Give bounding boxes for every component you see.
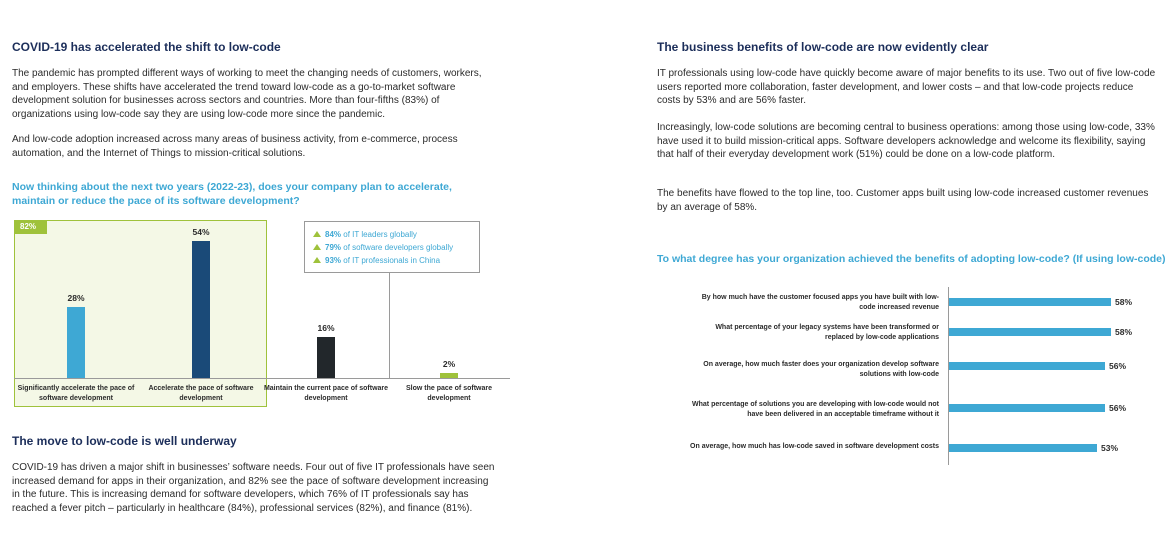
bar-4 [440, 373, 458, 378]
callout-box [304, 221, 480, 273]
benefit-value-label: 56% [1109, 403, 1127, 413]
paragraph-central: Increasingly, low-code solutions are becoming central to business operations: among those using low-code, 33% have used it to build mission-critical apps. Software developers acknowledge and welcome its flexibility, saying that half of their everyday development work (51%) could be done on a low-code platform. [657, 122, 1155, 160]
paragraph-top-line: The benefits have flowed to the top line, too. Customer apps built using low-code increased customer revenues by an average of 58%. [657, 188, 1149, 213]
section-heading-benefits: The business benefits of low-code are now evidently clear [657, 40, 989, 54]
benefit-bar-4 [949, 404, 1105, 412]
benefit-question-label: On average, how much faster does your organization develop software solutions with low-code [703, 361, 939, 378]
section-heading-move: The move to low-code is well underway [12, 434, 237, 448]
benefit-value-label: 58% [1115, 297, 1133, 307]
category-label: Significantly accelerate the pace of software development [17, 385, 135, 402]
bar-value-label: 2% [442, 359, 456, 369]
highlight-badge: 82% [14, 220, 47, 234]
benefit-question-label: What percentage of your legacy systems have been transformed or replaced by low-code applications [715, 324, 939, 341]
paragraph-move: COVID-19 has driven a major shift in businesses’ software needs. Four out of five IT professionals have seen increased demand for apps in their organization, and 82% see the pace of software development increasing in the future. This is increasing demand for software developers, which 76% of IT professionals say has reached a fever pitch – particularly in healthcare (84%), professional services (82%), and finance (81%). [12, 462, 495, 514]
benefit-bar-3 [949, 362, 1105, 370]
chart-question-pace: Now thinking about the next two years (2022-23), does your company plan to accelerate, maintain or reduce the pace of its software development? [12, 181, 452, 207]
category-label: Slow the pace of software development [406, 385, 492, 402]
benefit-question-label: By how much have the customer focused apps you have built with low-code increased revenue [701, 294, 939, 311]
benefit-bar-1 [949, 298, 1111, 306]
benefit-value-label: 58% [1115, 327, 1133, 337]
bar-value-label: 28% [67, 293, 85, 303]
callout-row [313, 254, 479, 267]
category-label: Maintain the current pace of software development [263, 385, 389, 402]
callout-text: of IT leaders globally [343, 230, 417, 239]
bar-value-label: 16% [317, 323, 335, 333]
benefit-value-label: 53% [1101, 443, 1119, 453]
y-axis [948, 287, 949, 465]
x-axis [14, 378, 510, 379]
paragraph-pandemic: The pandemic has prompted different ways of working to meet the changing needs of customers, workers, and employers. These shifts have accelerated the trend toward low-code as a go-to-market software development solution for businesses across sectors and countries. More than four-fifths (83%) of organizations using low-code say they are using low-code more since the pandemic. [12, 68, 482, 120]
paragraph-benefits: IT professionals using low-code have quickly become aware of major benefits to its use. Two out of five low-code users reported more collaboration, faster development, and lower costs – and that low-code projects reduce costs by 53% and are 56% faster. [657, 68, 1156, 106]
benefit-value-label: 56% [1109, 361, 1127, 371]
callout-row [313, 241, 479, 254]
callout-row [313, 228, 479, 241]
benefit-question-label: What percentage of solutions you are developing with low-code would not have been delivered in an acceptable timeframe without it [692, 401, 939, 418]
benefit-bar-5 [949, 444, 1097, 452]
triangle-icon [313, 257, 321, 263]
callout-value: 79% [325, 243, 342, 252]
triangle-icon [313, 244, 321, 250]
paragraph-adoption: And low-code adoption increased across many areas of business activity, from e-commerce, process automation, and the Internet of Things to mission-critical solutions. [12, 134, 458, 159]
bar-1 [67, 307, 85, 378]
chart-question-benefits: To what degree has your organization achieved the benefits of adopting low-code? (If using low-code) [657, 253, 1166, 265]
bar-value-label: 54% [192, 227, 210, 237]
benefit-bar-2 [949, 328, 1111, 336]
callout-text: of IT professionals in China [343, 256, 441, 265]
category-label: Accelerate the pace of software development [148, 385, 254, 402]
bar-2 [192, 241, 210, 378]
benefit-question-label: On average, how much has low-code saved in software development costs [690, 443, 939, 450]
triangle-icon [313, 231, 321, 237]
section-heading-covid: COVID-19 has accelerated the shift to low-code [12, 40, 281, 54]
bar-3 [317, 337, 335, 378]
callout-value: 84% [325, 230, 342, 239]
callout-value: 93% [325, 256, 342, 265]
callout-text: of software developers globally [343, 243, 454, 252]
callout-connector [389, 272, 390, 378]
